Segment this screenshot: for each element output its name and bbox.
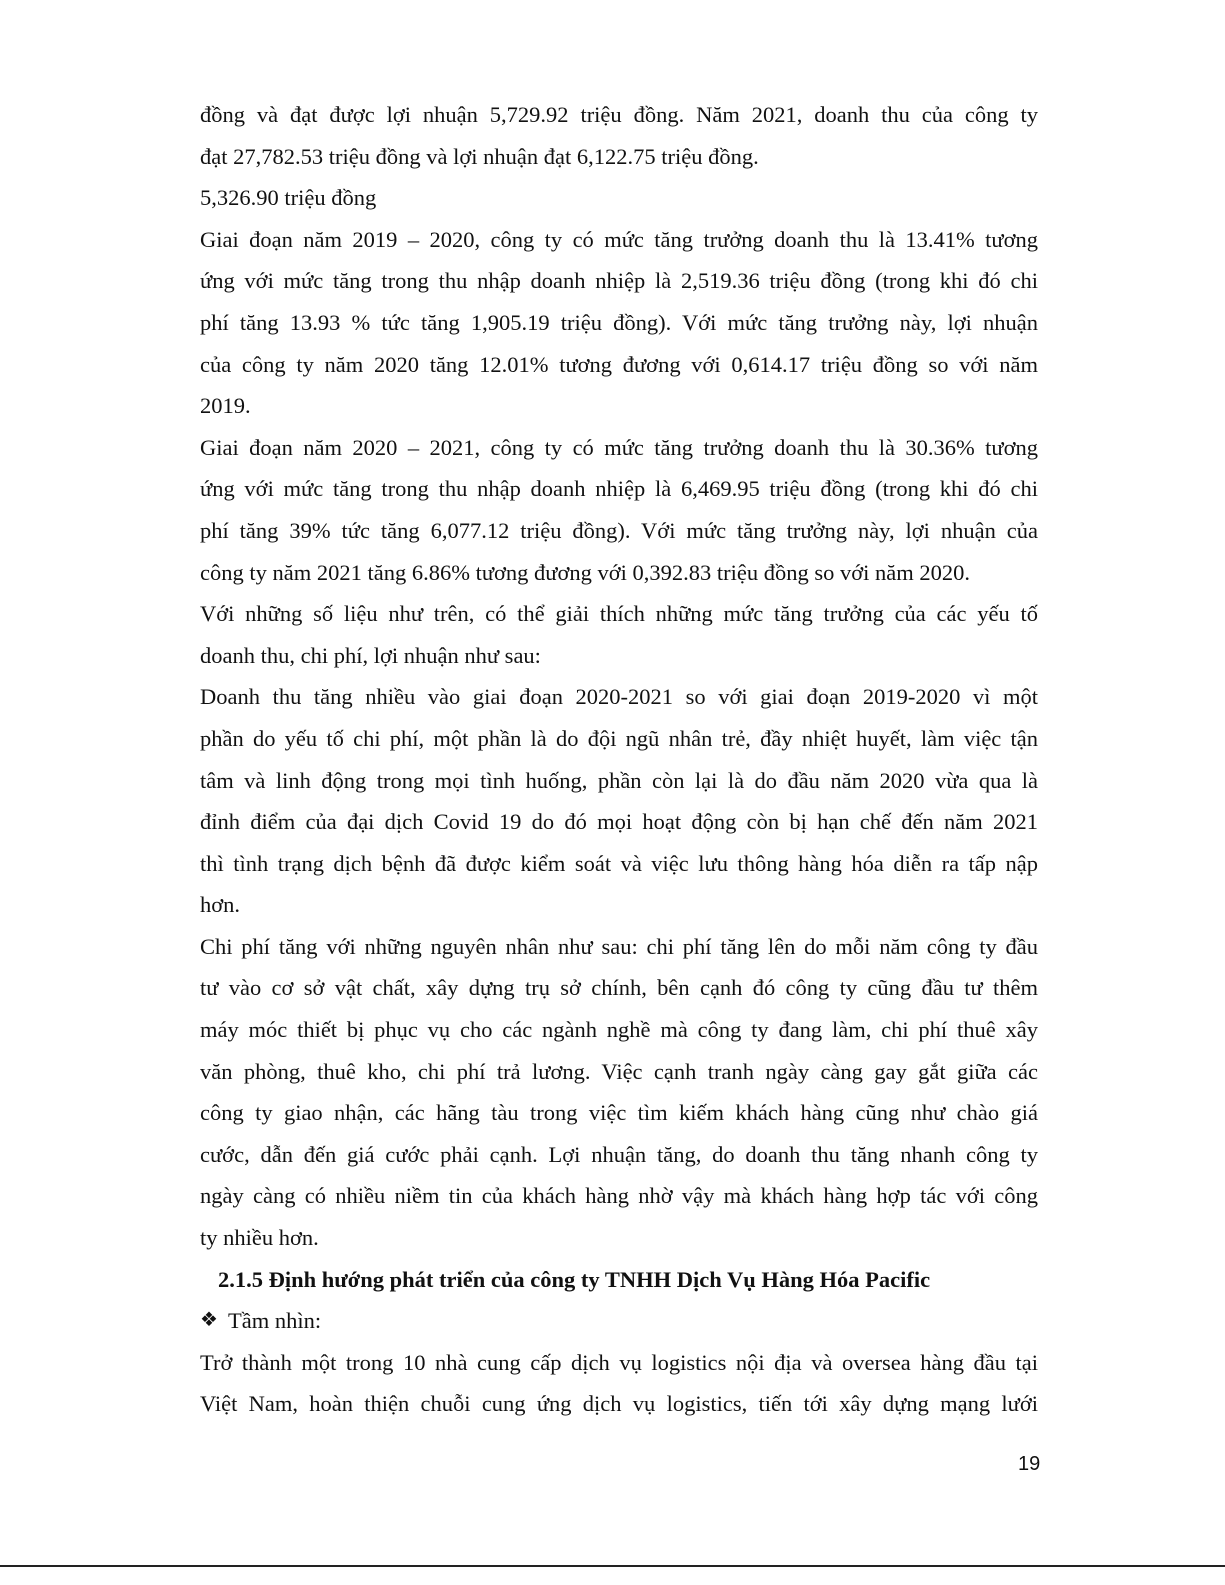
page-number: 19 bbox=[1018, 1453, 1041, 1475]
paragraph-growth-2019-2020 bbox=[200, 219, 1038, 427]
text-line: hơn. bbox=[200, 892, 241, 918]
text-line: Chi phí tăng với những nguyên nhân như sau: chi phí tăng lên do mỗi năm công ty đầu bbox=[200, 933, 1038, 959]
section-heading: 2.1.5 Định hướng phát triển của công ty TNHH Dịch Vụ Hàng Hóa Pacific bbox=[218, 1266, 931, 1292]
text-line: văn phòng, thuê kho, chi phí trả lương. Việc cạnh tranh ngày càng gay gắt giữa các bbox=[200, 1058, 1038, 1084]
text-line: ứng với mức tăng trong thu nhập doanh nhiệp là 2,519.36 triệu đồng (trong khi đó chi bbox=[200, 268, 1038, 294]
text-line: 5,326.90 triệu đồng bbox=[200, 185, 377, 211]
diamond-bullet-icon: ❖ bbox=[200, 1309, 218, 1332]
bottom-divider bbox=[0, 1565, 1225, 1567]
text-line: phần do yếu tố chi phí, một phần là do đội ngũ nhân trẻ, đầy nhiệt huyết, làm việc tận bbox=[200, 725, 1038, 751]
text-line: tâm và linh động trong mọi tình huống, phần còn lại là do đầu năm 2020 vừa qua là bbox=[200, 767, 1038, 793]
text-line: đỉnh điểm của đại dịch Covid 19 do đó mọi hoạt động còn bị hạn chế đến năm 2021 bbox=[200, 809, 1038, 835]
paragraph-explanation-intro bbox=[200, 593, 1038, 676]
text-line: công ty năm 2021 tăng 6.86% tương đương với 0,392.83 triệu đồng so với năm 2020. bbox=[200, 559, 971, 585]
text-line: thì tình trạng dịch bệnh đã được kiểm soát và việc lưu thông hàng hóa diễn ra tấp nập bbox=[200, 850, 1038, 876]
text-line: máy móc thiết bị phục vụ cho các ngành nghề mà công ty đang làm, chi phí thuê xây bbox=[200, 1017, 1038, 1043]
text-line: doanh thu, chi phí, lợi nhuận như sau: bbox=[200, 642, 541, 668]
text-line: cước, dẫn đến giá cước phải cạnh. Lợi nhuận tăng, do doanh thu tăng nhanh công ty bbox=[200, 1141, 1038, 1167]
text-line: Việt Nam, hoàn thiện chuỗi cung ứng dịch vụ logistics, tiến tới xây dựng mạng lưới bbox=[200, 1391, 1038, 1417]
text-line: phí tăng 39% tức tăng 6,077.12 triệu đồng). Với mức tăng trưởng này, lợi nhuận của bbox=[200, 517, 1038, 543]
paragraph-growth-2020-2021 bbox=[200, 427, 1038, 593]
paragraph-cost-reasons bbox=[200, 926, 1038, 1259]
text-line: ty nhiều hơn. bbox=[200, 1225, 319, 1251]
text-line: ngày càng có nhiều niềm tin của khách hàng nhờ vậy mà khách hàng hợp tác với công bbox=[200, 1183, 1038, 1209]
text-line: ứng với mức tăng trong thu nhập doanh nhiệp là 6,469.95 triệu đồng (trong khi đó chi bbox=[200, 476, 1038, 502]
text-line: công ty giao nhận, các hãng tàu trong việc tìm kiếm khách hàng cũng như chào giá bbox=[200, 1100, 1038, 1126]
paragraph-profit-2021 bbox=[200, 94, 1038, 177]
text-line: Trở thành một trong 10 nhà cung cấp dịch vụ logistics nội địa và oversea hàng đầu tại bbox=[200, 1349, 1038, 1375]
text-line: Doanh thu tăng nhiều vào giai đoạn 2020-2021 so với giai đoạn 2019-2020 vì một bbox=[200, 684, 1038, 710]
text-line: Với những số liệu như trên, có thể giải thích những mức tăng trưởng của các yếu tố bbox=[200, 601, 1038, 627]
paragraph-stray-figure bbox=[200, 177, 1038, 219]
document-body bbox=[200, 94, 1038, 1425]
bullet-vision bbox=[200, 1300, 1038, 1342]
text-line: của công ty năm 2020 tăng 12.01% tương đương với 0,614.17 triệu đồng so với năm bbox=[200, 351, 1038, 377]
text-line: Giai đoạn năm 2020 – 2021, công ty có mức tăng trưởng doanh thu là 30.36% tương bbox=[200, 434, 1038, 460]
paragraph-revenue-reasons bbox=[200, 676, 1038, 926]
text-line: đạt 27,782.53 triệu đồng và lợi nhuận đạt 6,122.75 triệu đồng. bbox=[200, 143, 759, 169]
text-line: phí tăng 13.93 % tức tăng 1,905.19 triệu đồng). Với mức tăng trưởng này, lợi nhuận bbox=[200, 309, 1038, 335]
bullet-label: Tầm nhìn: bbox=[228, 1308, 322, 1334]
text-line: 2019. bbox=[200, 393, 251, 419]
paragraph-vision bbox=[200, 1342, 1038, 1425]
text-line: Giai đoạn năm 2019 – 2020, công ty có mức tăng trưởng doanh thu là 13.41% tương bbox=[200, 226, 1038, 252]
text-line: đồng và đạt được lợi nhuận 5,729.92 triệu đồng. Năm 2021, doanh thu của công ty bbox=[200, 102, 1038, 127]
text-line: tư vào cơ sở vật chất, xây dựng trụ sở chính, bên cạnh đó công ty cũng đầu tư thêm bbox=[200, 975, 1038, 1001]
